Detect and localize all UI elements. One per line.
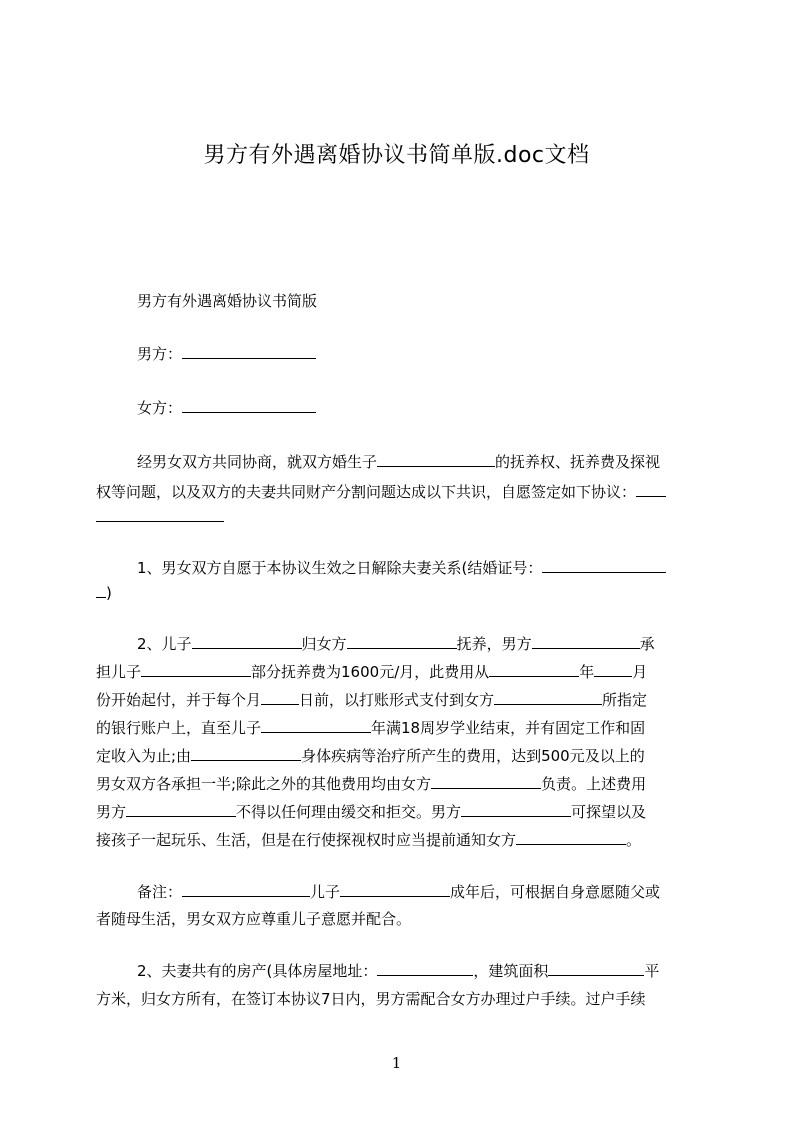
house-text-4: 方米，归女方所有，在签订本协议7日内，男方需配合女方办理过户手续。过户手续: [96, 990, 646, 1008]
clause-1-line-1: [137, 557, 702, 579]
c2-blank-5: [494, 690, 602, 705]
c2-blank-8: [431, 774, 541, 789]
c2-blank-11: [516, 830, 626, 845]
c2-text-19: 接孩子一起玩乐、生活，但是在行使探视权时应当提前通知女方: [96, 831, 517, 849]
house-text-1: 2、夫妻共有的房产(具体房屋地址：: [137, 962, 378, 980]
c2-text-17: 不得以任何理由缓交和拒交。男方: [236, 803, 462, 821]
c2-text-16: 男方: [96, 803, 127, 821]
preamble-text-2: 的抚养权、抚养费及探视: [495, 453, 661, 471]
clause-1-close: ): [106, 584, 112, 602]
c2-text-11: 年满18周岁学业结束，并有固定工作和固: [371, 719, 646, 737]
note-text-2: 成年后，可根据自身意愿随父或: [450, 883, 661, 901]
c2-text-9: 所指定: [602, 691, 648, 709]
c2-text-8: 日前，以打账形式支付到女方: [299, 691, 495, 709]
note-line-1: [137, 881, 702, 903]
c2-blank-7: [191, 746, 301, 761]
preamble-blank-b: [96, 507, 224, 522]
clause-2-line-2: [96, 661, 702, 683]
c2-text-12: 定收入为止;由: [96, 747, 192, 765]
c2-text-3: 抚养，男方: [456, 635, 532, 653]
clause-house-line-1: [137, 960, 702, 982]
agreement-heading: [137, 290, 702, 312]
wife-label: 女方：: [137, 399, 183, 417]
c2-blank-day: [261, 690, 299, 705]
wife-line: [137, 397, 702, 419]
c2-text-4: 承: [639, 635, 655, 653]
house-area-blank: [548, 961, 644, 976]
note-blank-2: [340, 882, 450, 897]
clause-1-text: 1、男女双方自愿于本协议生效之日解除夫妻关系(结婚证号：: [137, 559, 543, 577]
clause-1-line-2: [96, 582, 702, 604]
c2-text-5: 担儿子: [96, 663, 142, 681]
c2-text-7: 份开始起付，并于每个月: [96, 691, 262, 709]
c2-blank-month: [594, 662, 632, 677]
clause-2-line-1: [137, 633, 702, 655]
husband-line: [137, 343, 702, 365]
c2-text-10: 的银行账户上，直至儿子: [96, 719, 262, 737]
c2-text-6: 部分抚养费为1600元/月，此费用从: [251, 663, 490, 681]
c2-blank-2: [347, 634, 457, 649]
marriage-cert-blank-cont: [96, 583, 106, 598]
house-text-2: ，建筑面积: [473, 962, 549, 980]
clause-2-line-4: [96, 717, 702, 739]
house-address-blank: [377, 961, 473, 976]
preamble-line-1: [137, 451, 702, 473]
c2-text-15: 负责。上述费用: [541, 775, 647, 793]
c2-text-18: 可探望以及: [571, 803, 647, 821]
note-label: 备注：: [137, 883, 183, 901]
clause-2-line-5: [96, 745, 702, 767]
husband-blank: [182, 344, 316, 359]
page-number: 1: [391, 1054, 402, 1072]
c2-blank-9: [126, 802, 236, 817]
note-text-1: 儿子: [310, 883, 341, 901]
c2-text-year: 年: [579, 663, 595, 681]
note-line-2: [96, 908, 702, 930]
c2-text-20: 。: [626, 831, 642, 849]
note-text-3: 者随母生活，男女双方应尊重儿子意愿并配合。: [96, 910, 412, 928]
preamble-text-3: 权等问题，以及双方的夫妻共同财产分割问题达成以下共识，自愿签定如下协议：: [96, 483, 637, 501]
c2-text-14: 男女双方各承担一半;除此之外的其他费用均由女方: [96, 775, 432, 793]
c2-blank-6: [261, 718, 371, 733]
clause-2-line-6: [96, 773, 702, 795]
preamble-line-2: [96, 481, 702, 503]
document-title: 男方有外遇离婚协议书简单版.doc文档: [203, 143, 590, 168]
wife-blank: [182, 398, 316, 413]
c2-text-13: 身体疾病等治疗所产生的费用，达到500元及以上的: [301, 747, 645, 765]
c2-text-2: 归女方: [301, 635, 347, 653]
clause-house-line-2: [96, 988, 702, 1010]
house-text-3: 平: [644, 962, 660, 980]
child-name-blank: [377, 452, 495, 467]
preamble-blank-a: [636, 482, 666, 497]
preamble-text-1: 经男女双方共同协商，就双方婚生子: [137, 453, 378, 471]
c2-blank-1: [192, 634, 302, 649]
marriage-cert-blank: [542, 558, 666, 573]
c2-text-1: 2、儿子: [137, 635, 192, 653]
note-blank-1: [182, 882, 310, 897]
husband-label: 男方：: [137, 345, 183, 363]
c2-text-month: 月: [632, 663, 648, 681]
c2-blank-3: [532, 634, 640, 649]
agreement-heading-text: 男方有外遇离婚协议书简版: [137, 292, 318, 310]
c2-blank-year: [489, 662, 579, 677]
c2-blank-4: [141, 662, 251, 677]
clause-2-line-8: [96, 829, 702, 851]
clause-2-line-3: [96, 689, 702, 711]
c2-blank-10: [461, 802, 571, 817]
clause-2-line-7: [96, 801, 702, 823]
preamble-line-3: [96, 506, 702, 528]
